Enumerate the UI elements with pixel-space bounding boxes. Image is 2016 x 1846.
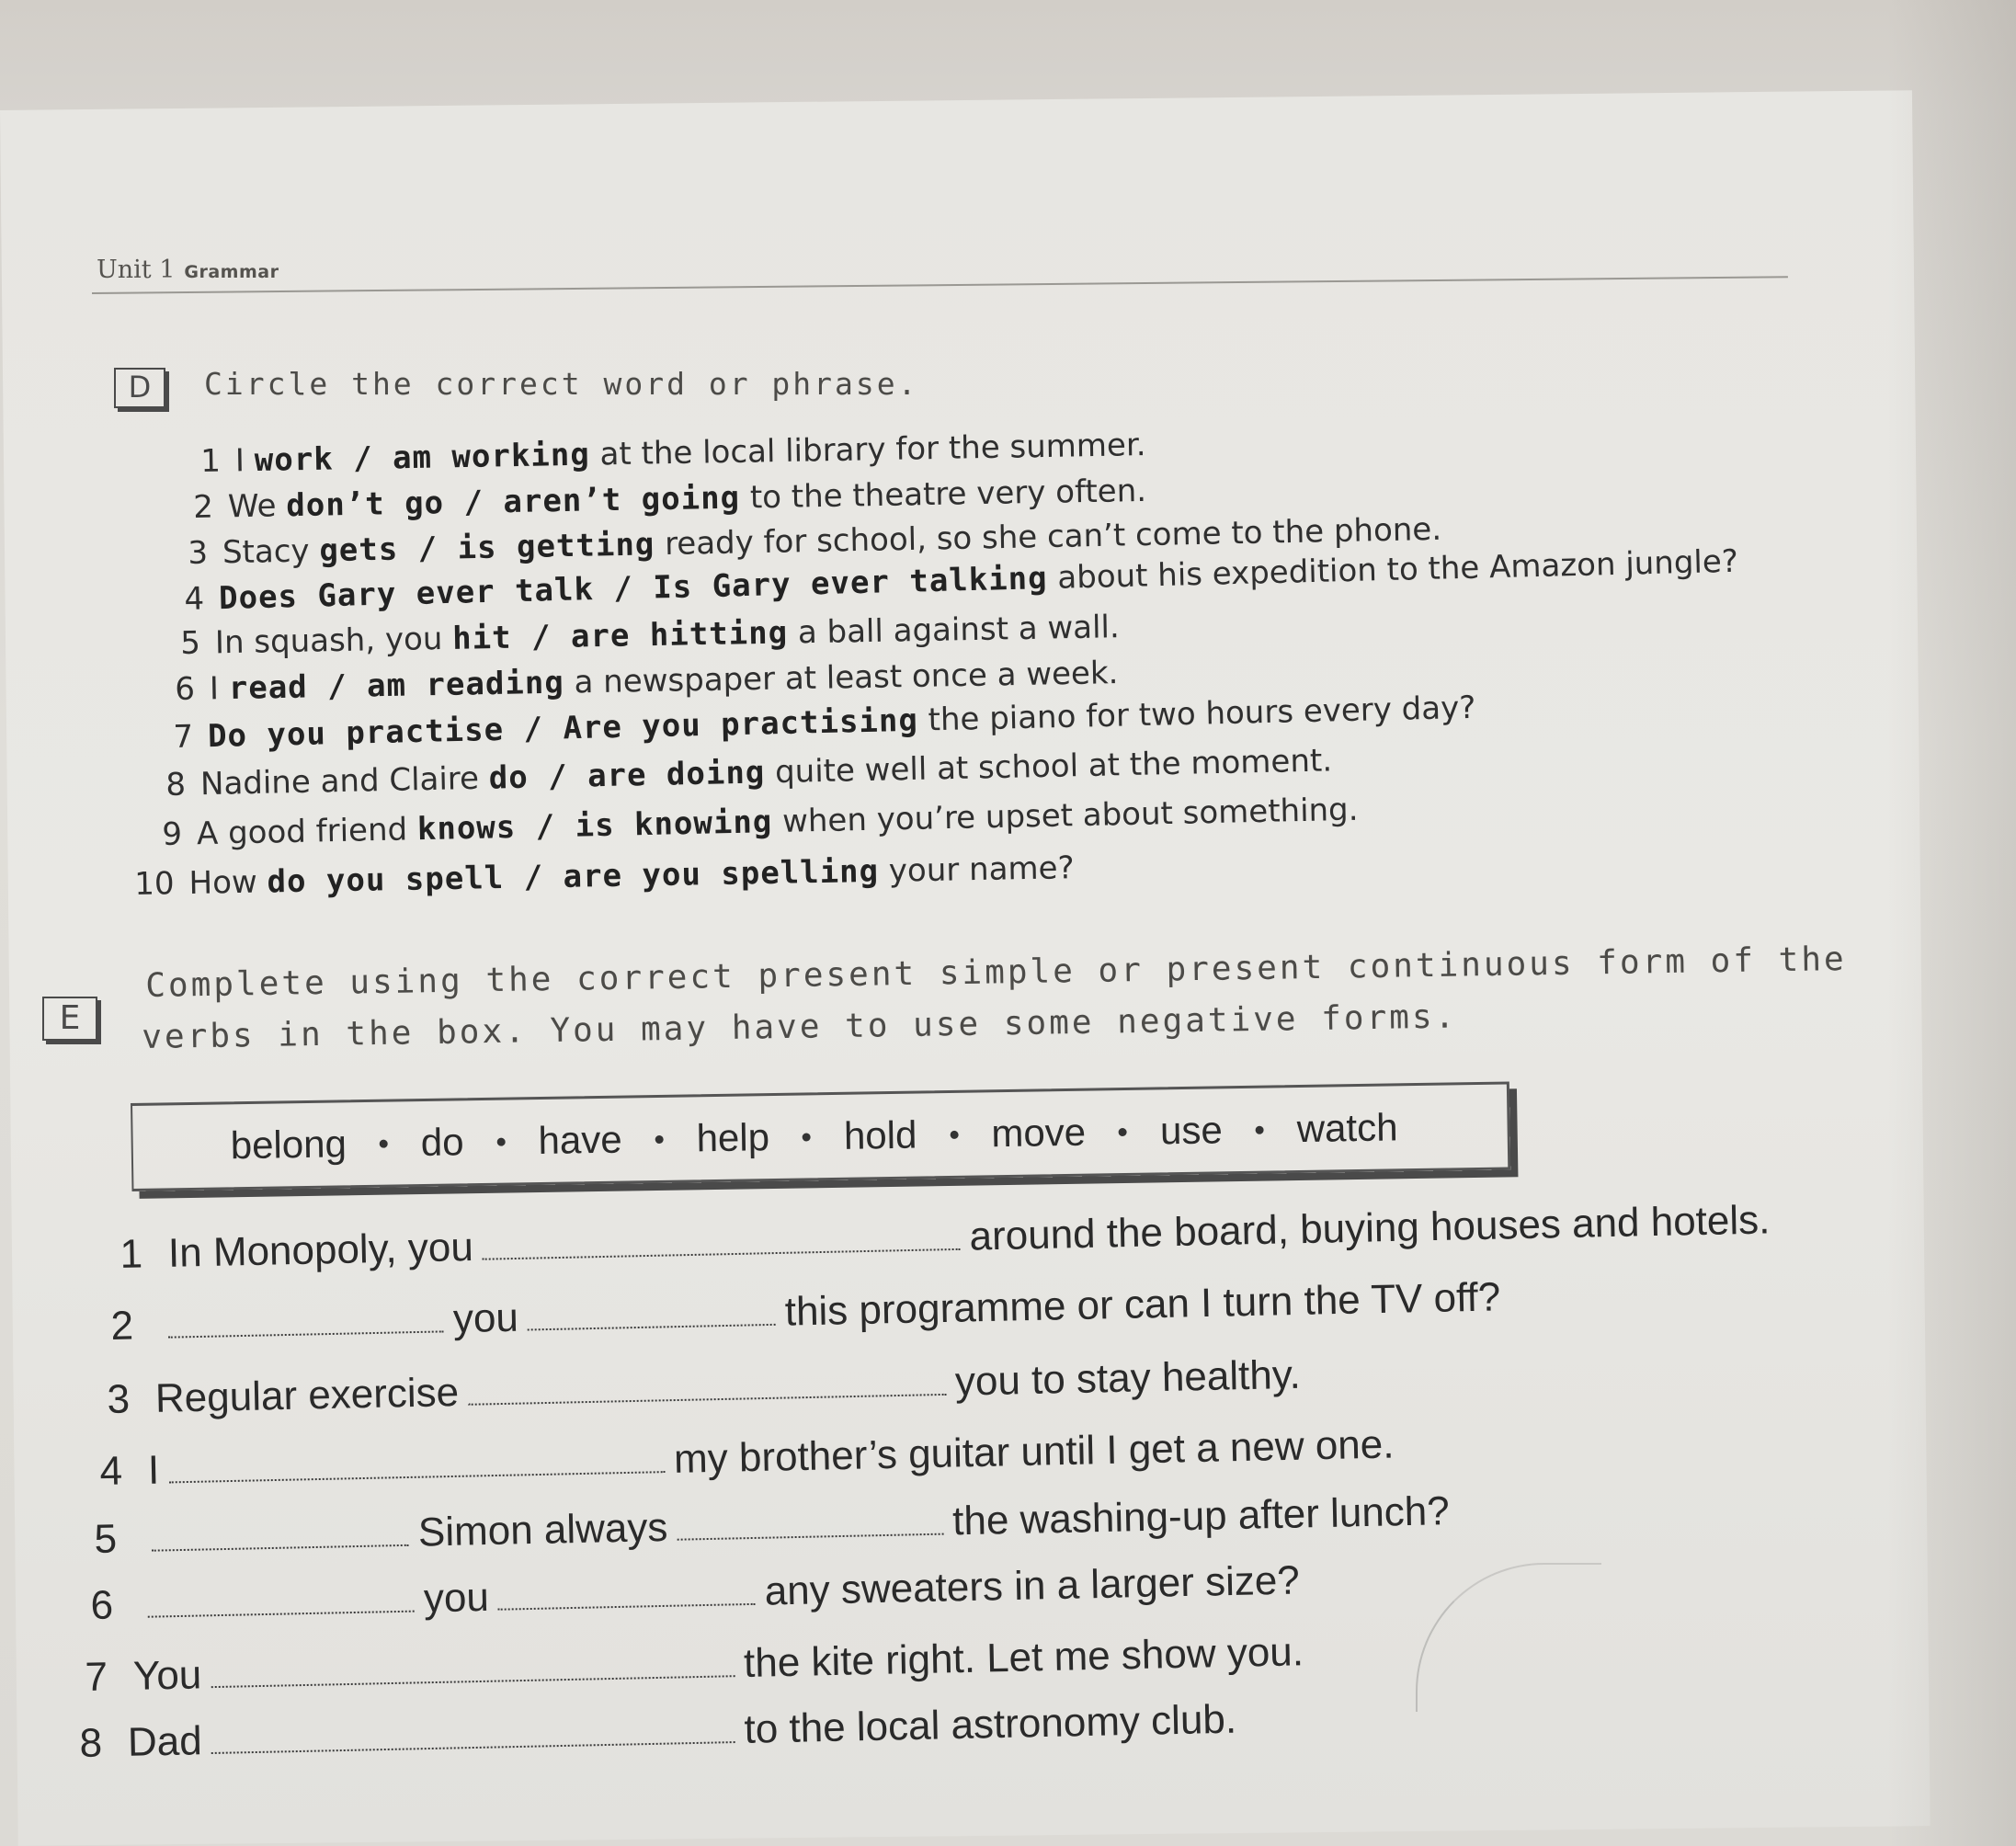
choice-phrase[interactable]: hit / are hitting	[451, 614, 789, 657]
verb-word: move	[990, 1110, 1087, 1156]
choice-phrase[interactable]: gets / is getting	[318, 526, 655, 570]
answer-blank[interactable]	[483, 1230, 961, 1260]
unit-header	[97, 256, 279, 284]
answer-blank[interactable]	[152, 1526, 409, 1552]
exercise-d-instruction: Circle the correct word or phrase.	[204, 366, 919, 402]
exercise-e-item: 3 Regular exercise you to stay healthy.	[107, 1351, 1302, 1422]
choice-phrase[interactable]: work / am working	[254, 436, 591, 479]
exercise-d-item: 10 How do you spell / are you spelling your name?	[134, 849, 1075, 903]
exercise-d-badge: D	[114, 368, 165, 408]
answer-blank[interactable]	[528, 1305, 776, 1331]
verb-word: hold	[843, 1112, 917, 1157]
verb-word: belong	[230, 1122, 347, 1168]
choice-phrase[interactable]: do you spell / are you spelling	[267, 852, 880, 901]
bullet-separator	[380, 1139, 388, 1147]
exercise-e-item: 7 You the kite right. Let me show you.	[85, 1629, 1304, 1700]
exercise-d-item: 7 Do you practise / Are you practising the piano for two hours every day?	[173, 689, 1476, 756]
choice-phrase[interactable]: don’t go / aren’t going	[285, 479, 741, 525]
verb-word: watch	[1296, 1105, 1398, 1151]
exercise-d-item: 9 A good friend knows / is knowing when you’re upset about something.	[162, 791, 1359, 853]
exercise-d-item: 1 I work / am working at the local library for the summer.	[200, 427, 1146, 480]
choice-phrase[interactable]: do / are doing	[488, 754, 766, 797]
choice-phrase[interactable]: knows / is knowing	[416, 803, 773, 849]
bullet-separator	[655, 1134, 664, 1143]
exercise-d-item: 5 In squash, you hit / are hitting a ball against a wall.	[180, 609, 1121, 662]
unit-label: Unit 1	[97, 256, 176, 284]
choice-phrase[interactable]: Does Gary ever talk / Is Gary ever talking	[218, 560, 1049, 618]
exercise-e-instruction-line2: verbs in the box. You may have to use some negative forms.	[142, 997, 1458, 1056]
exercise-e-item: 4 I my brother’s guitar until I get a new one.	[99, 1421, 1395, 1494]
answer-blank[interactable]	[498, 1585, 756, 1611]
section-label: Grammar	[184, 262, 279, 282]
answer-blank[interactable]	[211, 1657, 735, 1688]
exercise-e-item: 6 you any sweaters in a larger size?	[90, 1557, 1301, 1628]
answer-blank[interactable]	[211, 1723, 735, 1754]
choice-phrase[interactable]: Do you practise / Are you practising	[207, 701, 919, 756]
choice-phrase[interactable]: read / am reading	[228, 664, 565, 707]
exercise-d-item: 8 Nadine and Claire do / are doing quite well at school at the moment.	[165, 742, 1333, 803]
verb-word: have	[538, 1117, 622, 1163]
exercise-d-item: 2 We don’t go / aren’t going to the theatre very often.	[193, 472, 1147, 526]
exercise-e-badge: E	[42, 997, 97, 1041]
bullet-separator	[950, 1130, 958, 1138]
bullet-separator	[496, 1137, 505, 1145]
bullet-separator	[1256, 1125, 1264, 1134]
bullet-separator	[1119, 1127, 1127, 1135]
exercise-d-item: 6 I read / am reading a newspaper at least once a week.	[175, 655, 1119, 708]
exercise-e-item: 1 In Monopoly, you around the board, buying houses and hotels.	[120, 1197, 1771, 1277]
answer-blank[interactable]	[677, 1515, 943, 1541]
verb-word: use	[1159, 1108, 1224, 1153]
header-rule	[92, 276, 1788, 294]
exercise-e-item: 8 Dad to the local astronomy club.	[79, 1696, 1237, 1766]
exercise-d-item: 4 Does Gary ever talk / Is Gary ever talking about his expedition to the Amazon jungle?	[184, 542, 1739, 618]
answer-blank[interactable]	[168, 1453, 665, 1483]
exercise-d-item: 3 Stacy gets / is getting ready for school, so she can’t come to the phone.	[188, 510, 1442, 572]
verb-word: do	[420, 1120, 464, 1165]
answer-blank[interactable]	[168, 1312, 444, 1338]
verb-box	[131, 1081, 1510, 1191]
exercise-e-item: 5 Simon always the washing-up after lunch?	[94, 1488, 1451, 1562]
answer-blank[interactable]	[468, 1375, 946, 1406]
bullet-separator	[803, 1133, 811, 1141]
exercise-e-item: 2 you this programme or can I turn the TV off?	[110, 1274, 1501, 1349]
verb-word: help	[696, 1115, 770, 1160]
answer-blank[interactable]	[148, 1592, 415, 1618]
exercise-e-instruction-line1: Complete using the correct present simple or present continuous form of the	[145, 940, 1847, 1005]
